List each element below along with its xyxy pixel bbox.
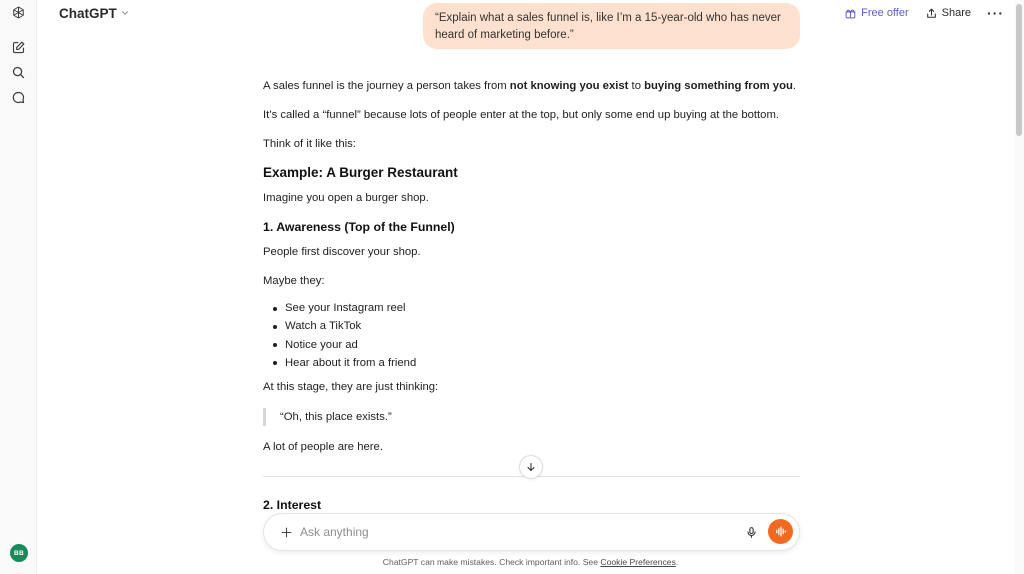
- answer-paragraph: Imagine you open a burger shop.: [263, 192, 429, 204]
- free-offer-label: Free offer: [861, 7, 909, 19]
- list-item: Notice your ad: [263, 336, 800, 354]
- microphone-icon: [745, 526, 758, 539]
- answer-paragraph: People first discover your shop.: [263, 246, 421, 258]
- arrow-down-icon: [525, 461, 537, 473]
- answer-paragraph: At this stage, they are just thinking:: [263, 381, 439, 394]
- intro-text-3: .: [792, 80, 797, 92]
- list-item: See your Instagram reel: [263, 299, 800, 317]
- model-selector[interactable]: [59, 3, 130, 23]
- sidebar-rail: [0, 0, 37, 574]
- model-name: ChatGPT: [59, 5, 117, 21]
- scrollbar[interactable]: [1014, 0, 1024, 574]
- scrollbar-thumb[interactable]: [1016, 4, 1022, 136]
- assistant-message: [263, 78, 800, 468]
- header-actions: [844, 3, 1004, 23]
- example-heading: Example: A Burger Restaurant: [263, 165, 458, 180]
- scroll-to-bottom-button[interactable]: [519, 455, 543, 479]
- list-item: Watch a TikTok: [263, 317, 800, 335]
- waveform-icon: [774, 525, 787, 538]
- avatar-initials: BB: [14, 549, 24, 557]
- disclaimer-end: .: [675, 557, 679, 567]
- user-message-bubble: [423, 3, 800, 49]
- disclaimer-text: ChatGPT can make mistakes. Check important info. See: [382, 557, 601, 567]
- dictate-button[interactable]: [743, 524, 759, 540]
- user-message-text: “Explain what a sales funnel is, like I’m a 15-year-old who has never heard of marketing before.”: [435, 12, 781, 41]
- intro-bold-1: not knowing you exist: [509, 80, 629, 92]
- answer-paragraph: Think of it like this:: [263, 138, 356, 150]
- answer-paragraph: Maybe they:: [263, 275, 325, 287]
- answer-paragraph: It’s called a “funnel” because lots of people enter at the top, but only some end up buying at the bottom.: [263, 109, 780, 121]
- voice-mode-button[interactable]: [768, 519, 793, 544]
- openai-logo-icon[interactable]: [9, 3, 28, 22]
- gift-icon: [844, 7, 857, 20]
- disclaimer: [0, 557, 1024, 567]
- prompt-input[interactable]: [300, 523, 720, 541]
- intro-text-2: to: [628, 80, 645, 92]
- section-heading-interest: 2. Interest: [263, 498, 322, 512]
- answer-intro: [263, 78, 800, 94]
- chevron-down-icon: [120, 8, 130, 18]
- cookie-preferences-link[interactable]: Cookie Preferences: [600, 557, 676, 567]
- blockquote: “Oh, this place exists.”: [263, 408, 800, 426]
- plus-icon: [280, 526, 293, 539]
- new-chat-icon[interactable]: [9, 38, 28, 57]
- list-item: Hear about it from a friend: [263, 354, 800, 372]
- share-label: Share: [941, 7, 971, 19]
- section-heading-awareness: 1. Awareness (Top of the Funnel): [263, 220, 455, 234]
- message-composer: [263, 513, 800, 551]
- search-icon[interactable]: [9, 63, 28, 82]
- share-button[interactable]: [925, 7, 971, 20]
- bullet-list: [263, 299, 800, 372]
- intro-text-1: A sales funnel is the journey a person takes from: [263, 80, 510, 92]
- add-attachment-button[interactable]: [277, 523, 295, 541]
- answer-paragraph: A lot of people are here.: [263, 441, 383, 454]
- free-offer-button[interactable]: [844, 7, 909, 20]
- intro-bold-2: buying something from you: [644, 80, 793, 92]
- more-options-icon[interactable]: ···: [987, 5, 1004, 21]
- chat-bubble-icon[interactable]: [9, 88, 28, 107]
- share-icon: [925, 7, 938, 20]
